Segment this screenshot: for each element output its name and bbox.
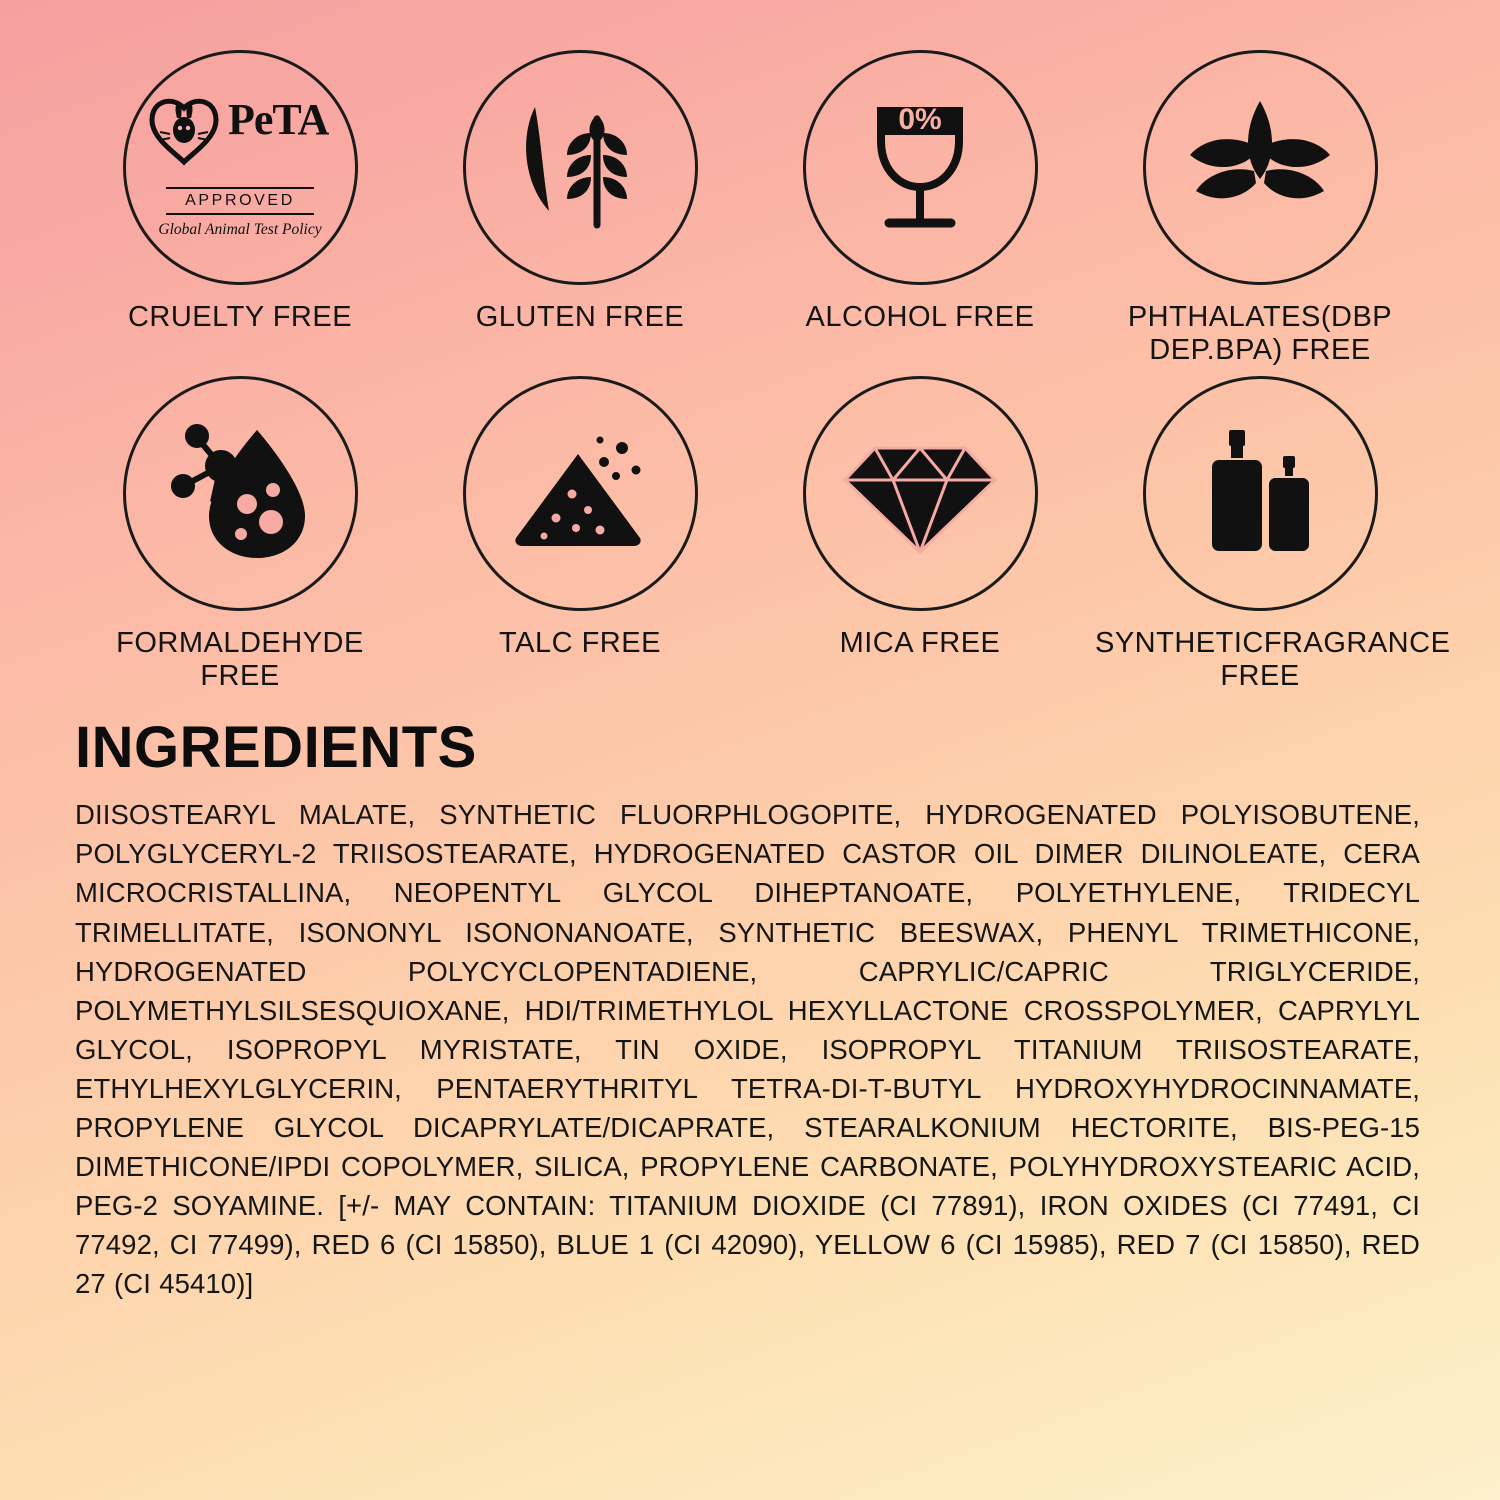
- badge-label-gluten-free: GLUTEN FREE: [475, 301, 685, 333]
- certification-badge-grid: [70, 40, 1451, 693]
- badge-label-mica-free: MICA FREE: [839, 626, 1001, 659]
- peta-approved-icon: [140, 96, 340, 239]
- badge-label-formaldehyde-free: FORMALDEHYDE FREE: [116, 626, 364, 693]
- badge-gluten-free: [410, 50, 750, 368]
- ingredients-text: DIISOSTEARYL MALATE, SYNTHETIC FLUORPHLOGOPITE, HYDROGENATED POLYISOBUTENE, POLYGLYCERYL-2 TRIISOSTEARATE, HYDROGENATED CASTOR OIL DIMER DILINOLEATE, CERA MICROCRISTALLINA, NEOPENTYL GLYCOL DIHEPTANOATE, POLYETHYLENE, TRIDECYL TRIMELLITATE, ISONONYL ISONONANOATE, SYNTHETIC BEESWAX, PHENYL TRIMETHICONE, HYDROGENATED POLYCYCLOPENTADIENE, CAPRYLIC/CAPRIC TRIGLYCERIDE, POLYMETHYLSILSESQUIOXANE, HDI/TRIMETHYLOL HEXYLLACTONE CROSSPOLYMER, CAPRYLYL GLYCOL, ISOPROPYL MYRISTATE, TIN OXIDE, ISOPROPYL TITANIUM TRIISOSTEARATE, ETHYLHEXYLGLYCERIN, PENTAERYTHRITYL TETRA-DI-T-BUTYL HYDROXYHYDROCINNAMATE, PROPYLENE GLYCOL DICAPRYLATE/DICAPRATE, STEARALKONIUM HECTORITE, BIS-PEG-15 DIMETHICONE/IPDI COPOLYMER, SILICA, PROPYLENE CARBONATE, POLYHYDROXYSTEARIC ACID, PEG-2 SOYAMINE. [+/- MAY CONTAIN: TITANIUM DIOXIDE (CI 77891), IRON OXIDES (CI 77491, CI 77492, CI 77499), RED 6 (CI 15850), BLUE 1 (CI 42090), YELLOW 6 (CI 15985), RED 7 (CI 15850), RED 27 (CI 45410)]: [75, 799, 1420, 1299]
- diamond-icon: [835, 418, 1005, 568]
- badge-circle: [1143, 50, 1378, 285]
- bottles-icon: [1185, 418, 1335, 568]
- badge-circle: [803, 50, 1038, 285]
- powder-pile-icon: [500, 418, 660, 568]
- wheat-icon: [505, 93, 655, 243]
- badge-alcohol-free: [750, 50, 1090, 368]
- badge-phthalates-free: [1090, 50, 1430, 368]
- svg-text:PeTA: PeTA: [228, 96, 329, 144]
- badge-talc-free: [410, 376, 750, 694]
- badge-label-phthalates-free: PHTHALATES(DBP DEP.BPA) FREE: [1127, 301, 1393, 367]
- badge-circle: [463, 50, 698, 285]
- badge-circle: [463, 376, 698, 611]
- badge-synthetic-fragrance-free: [1090, 376, 1451, 694]
- zero-percent-text: 0%: [898, 102, 942, 136]
- badge-circle: [803, 376, 1038, 611]
- ingredients-title: INGREDIENTS: [75, 715, 477, 781]
- badge-label-cruelty-free: CRUELTY FREE: [127, 301, 353, 333]
- badge-formaldehyde-free: [70, 376, 410, 694]
- peta-policy-text: Global Animal Test Policy: [158, 221, 322, 238]
- leaves-icon: [1180, 93, 1340, 243]
- badge-circle: [1143, 376, 1378, 611]
- badge-circle: [123, 376, 358, 611]
- badge-mica-free: [750, 376, 1090, 694]
- molecule-droplet-icon: [165, 418, 315, 568]
- badge-label-synthetic-fragrance-free: SYNTHETICFRAGRANCE FREE: [1095, 626, 1451, 693]
- peta-approved-text: APPROVED: [185, 192, 295, 209]
- badge-cruelty-free: [70, 50, 410, 368]
- badge-label-alcohol-free: ALCOHOL FREE: [805, 301, 1035, 333]
- badge-label-talc-free: TALC FREE: [499, 626, 661, 659]
- badge-circle: [123, 50, 358, 285]
- ingredients-section: [70, 715, 1430, 1303]
- wine-glass-zero-percent-icon: [845, 93, 995, 243]
